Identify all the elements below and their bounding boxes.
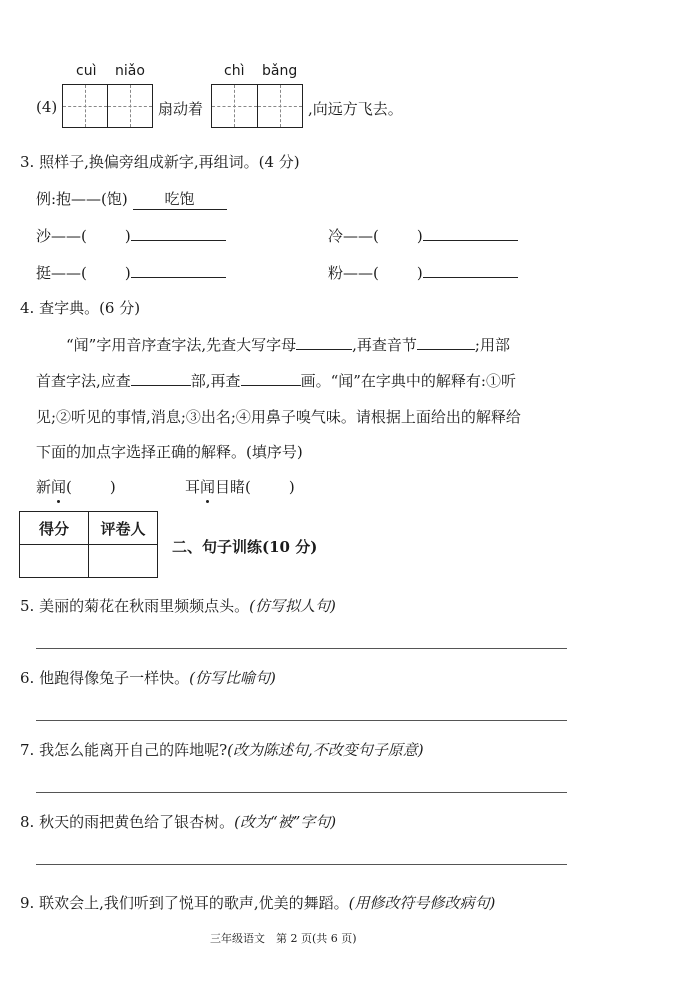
- q4-line-3: 见;②听见的事情,消息;③出名;④用鼻子嗅气味。请根据上面给出的解释给: [36, 408, 521, 426]
- q3-item-4: 粉——( ): [328, 262, 518, 283]
- q-pinyin-middle: 扇动着: [158, 100, 204, 118]
- q6-prompt: 6. 他跑得像兔子一样快。(仿写比喻句): [20, 669, 276, 687]
- q3-example: 例:抱——(饱) 吃饱: [36, 188, 227, 210]
- q-pinyin-number: (4): [36, 98, 58, 116]
- grader-header: 评卷人: [89, 512, 158, 545]
- q4-line-1: “闻”字用音序查字法,先查大写字母 ,再查音节 ;用部: [66, 336, 510, 354]
- writing-grid-cuiniao[interactable]: [62, 84, 153, 128]
- q3-example-answer: 吃饱: [133, 188, 227, 210]
- q8-answer-line[interactable]: [36, 864, 567, 865]
- page-footer: 三年级语文 第 2 页(共 6 页): [210, 932, 357, 945]
- q3-word-blank-2[interactable]: [423, 240, 518, 241]
- pinyin-cui: cuì: [76, 63, 97, 79]
- q4-title: 4. 查字典。(6 分): [20, 299, 141, 317]
- q3-title: 3. 照样子,换偏旁组成新字,再组词。(4 分): [20, 153, 300, 171]
- q3-item-2: 冷——( ): [328, 225, 518, 246]
- q4-strokes-blank[interactable]: [241, 385, 301, 386]
- section-2-title: 二、句子训练(10 分): [172, 538, 318, 556]
- q4-radical-blank[interactable]: [131, 385, 191, 386]
- q3-word-blank-1[interactable]: [131, 240, 226, 241]
- q-pinyin-tail: ,向远方飞去。: [308, 100, 403, 118]
- q6-answer-line[interactable]: [36, 720, 567, 721]
- score-table: [19, 511, 158, 578]
- q4-word-1: 新闻( ): [36, 478, 116, 496]
- q8-prompt: 8. 秋天的雨把黄色给了银杏树。(改为“被”字句): [20, 813, 337, 831]
- grader-cell[interactable]: [89, 545, 158, 578]
- writing-grid-chibang[interactable]: [211, 84, 303, 128]
- q5-answer-line[interactable]: [36, 648, 567, 649]
- q4-syllable-blank[interactable]: [417, 349, 475, 350]
- pinyin-chi: chì: [224, 63, 245, 79]
- q7-answer-line[interactable]: [36, 792, 567, 793]
- q4-letter-blank[interactable]: [296, 349, 352, 350]
- q9-prompt: 9. 联欢会上,我们听到了悦耳的歌声,优美的舞蹈。(用修改符号修改病句): [20, 894, 496, 912]
- q4-word-2: 耳闻目睹( ): [185, 478, 295, 496]
- q3-item-1: 沙——( ): [36, 225, 226, 246]
- pinyin-bang: bǎng: [262, 63, 298, 79]
- q7-prompt: 7. 我怎么能离开自己的阵地呢?(改为陈述句,不改变句子原意): [20, 741, 424, 759]
- q4-line-2: 首查字法,应查 部,再查 画。“闻”在字典中的解释有:①听: [36, 372, 516, 390]
- q3-word-blank-4[interactable]: [423, 277, 518, 278]
- q4-line-4: 下面的加点字选择正确的解释。(填序号): [36, 443, 303, 461]
- q3-item-3: 挺——( ): [36, 262, 226, 283]
- q5-prompt: 5. 美丽的菊花在秋雨里频频点头。(仿写拟人句): [20, 597, 336, 615]
- score-header: 得分: [20, 512, 89, 545]
- score-cell[interactable]: [20, 545, 89, 578]
- q3-word-blank-3[interactable]: [131, 277, 226, 278]
- pinyin-niao: niǎo: [115, 63, 145, 79]
